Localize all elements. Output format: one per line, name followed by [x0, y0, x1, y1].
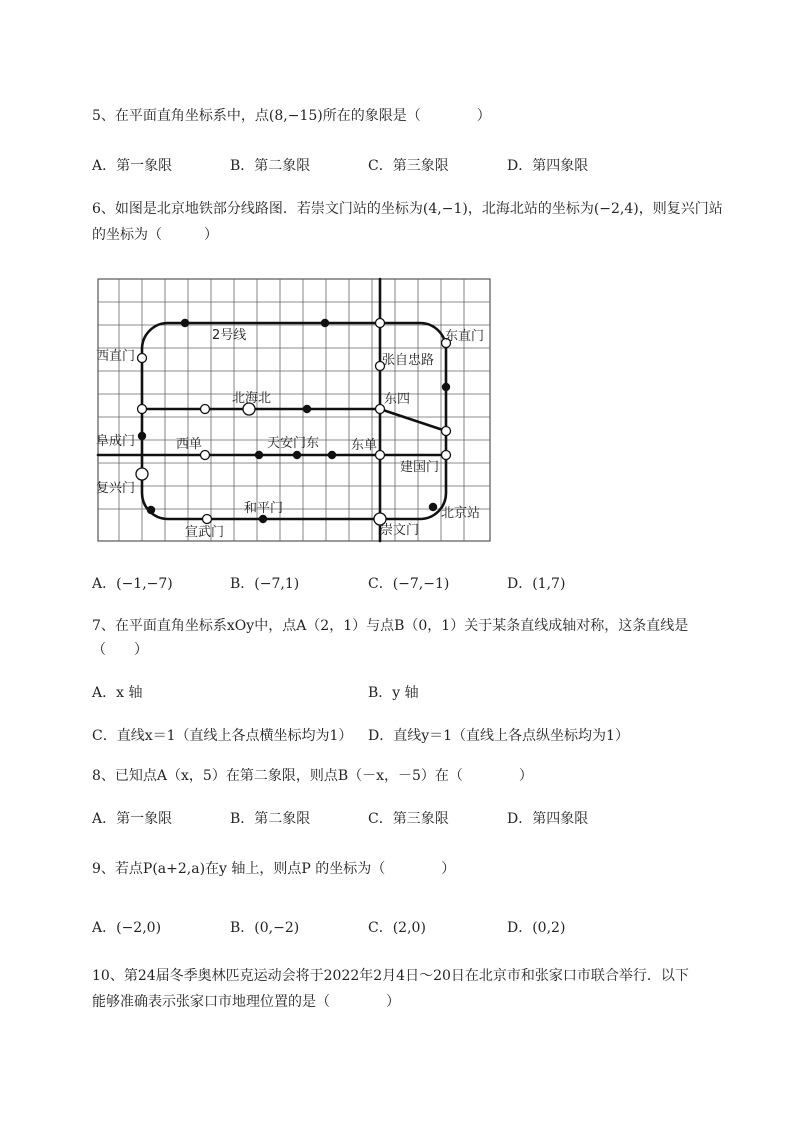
label-beihaibei: 北海北 [232, 391, 272, 406]
q6-option-c: C．(−7,−1) [368, 576, 450, 592]
label-line-2: 2号线 [212, 328, 247, 343]
label-dongzhimen: 东直门 [445, 329, 485, 344]
q6-option-d: D．(1,7) [507, 576, 566, 592]
label-fuxingmen: 复兴门 [96, 481, 136, 496]
station-dot-4 [303, 405, 311, 413]
q5-option-a: A．第一象限 [92, 158, 173, 174]
q5-option-d: D．第四象限 [507, 158, 589, 174]
q5-stem: 5、在平面直角坐标系中，点(8,−15)所在的象限是（ ） [92, 108, 491, 124]
q8-stem: 8、已知点A（x，5）在第二象限，则点B（－x，－5）在（ ） [92, 768, 533, 784]
q5-option-b: B．第二象限 [230, 158, 311, 174]
station-east-branch-node [442, 427, 451, 436]
station-left-node [138, 405, 147, 414]
label-xuanwumen: 宣武门 [185, 525, 225, 540]
q8-option-d: D．第四象限 [507, 811, 589, 827]
q6-option-b: B．(−7,1) [230, 576, 300, 592]
station-dot-1 [181, 319, 189, 327]
q10-stem-line2: 能够准确表示张家口市地理位置的是（ ） [92, 994, 400, 1010]
metro-map-figure [96, 277, 492, 543]
q6-stem-line2: 的坐标为（ ） [92, 227, 218, 243]
station-dot-beijingzhan [429, 503, 437, 511]
q10-stem-line1: 10、第24届冬季奥林匹克运动会将于2022年2月4日～20日在北京市和张家口市联合举行．以下 [92, 968, 689, 984]
station-xuanwumen-node [203, 515, 212, 524]
label-chongwenmen: 崇文门 [380, 523, 420, 538]
station-dot-5 [255, 451, 263, 459]
station-jianguomen-node [442, 451, 451, 460]
q7-stem-line2: （ ） [92, 642, 148, 658]
q7-option-d: D．直线y＝1（直线上各点纵坐标均为1） [368, 728, 629, 744]
station-dot-hepingmen [259, 515, 267, 523]
q7-option-a: A．x 轴 [92, 685, 143, 701]
q8-option-c: C．第三象限 [368, 811, 449, 827]
station-dot-7 [328, 451, 336, 459]
station-mid-node [201, 405, 210, 414]
label-beijingzhan: 北京站 [441, 506, 481, 521]
label-dongsi: 东四 [384, 392, 411, 407]
label-xidan: 西单 [176, 437, 203, 452]
station-xizhimen-node [138, 354, 147, 363]
q6-option-a: A．(−1,−7) [92, 576, 173, 592]
station-dot-6 [293, 451, 301, 459]
label-xizhimen: 西直门 [96, 349, 136, 364]
q6-stem-line1: 6、如图是北京地铁部分线路图．若崇文门站的坐标为(4,−1)，北海北站的坐标为(−2,4)，则复兴门站 [92, 201, 723, 217]
q7-option-b: B．y 轴 [368, 685, 419, 701]
regular-stations [138, 319, 450, 523]
station-dot-fuchengmen [138, 432, 146, 440]
label-fuchengmen: 阜成门 [96, 434, 136, 449]
q9-stem: 9、若点P(a+2,a)在y 轴上，则点P 的坐标为（ ） [92, 861, 456, 877]
q9-option-a: A．(−2,0) [92, 920, 162, 936]
q8-option-a: A．第一象限 [92, 811, 173, 827]
q7-option-c: C．直线x＝1（直线上各点横坐标均为1） [92, 728, 353, 744]
line-dongsi-branch [380, 409, 446, 431]
q9-option-b: B．(0,−2) [230, 920, 300, 936]
label-tiananmendong: 天安门东 [267, 436, 320, 451]
station-dot-2 [321, 319, 329, 327]
station-north-node [376, 319, 385, 328]
q5-option-c: C．第三象限 [368, 158, 449, 174]
station-fuxingmen-node [136, 468, 148, 480]
station-dot-8 [147, 506, 155, 514]
label-jianguomen: 建国门 [400, 460, 440, 475]
label-dongdan: 东单 [351, 438, 378, 453]
q9-option-c: C．(2,0) [368, 920, 426, 936]
q9-option-d: D．(0,2) [507, 920, 566, 936]
label-zhangzizhonglu: 张自忠路 [382, 353, 435, 368]
transfer-stations [136, 319, 451, 526]
station-dot-3 [442, 383, 450, 391]
q7-stem-line1: 7、在平面直角坐标系xOy中，点A（2，1）与点B（0，1）关于某条直线成轴对称，这条直线是 [92, 618, 689, 634]
q8-option-b: B．第二象限 [230, 811, 311, 827]
label-hepingmen: 和平门 [244, 501, 284, 516]
